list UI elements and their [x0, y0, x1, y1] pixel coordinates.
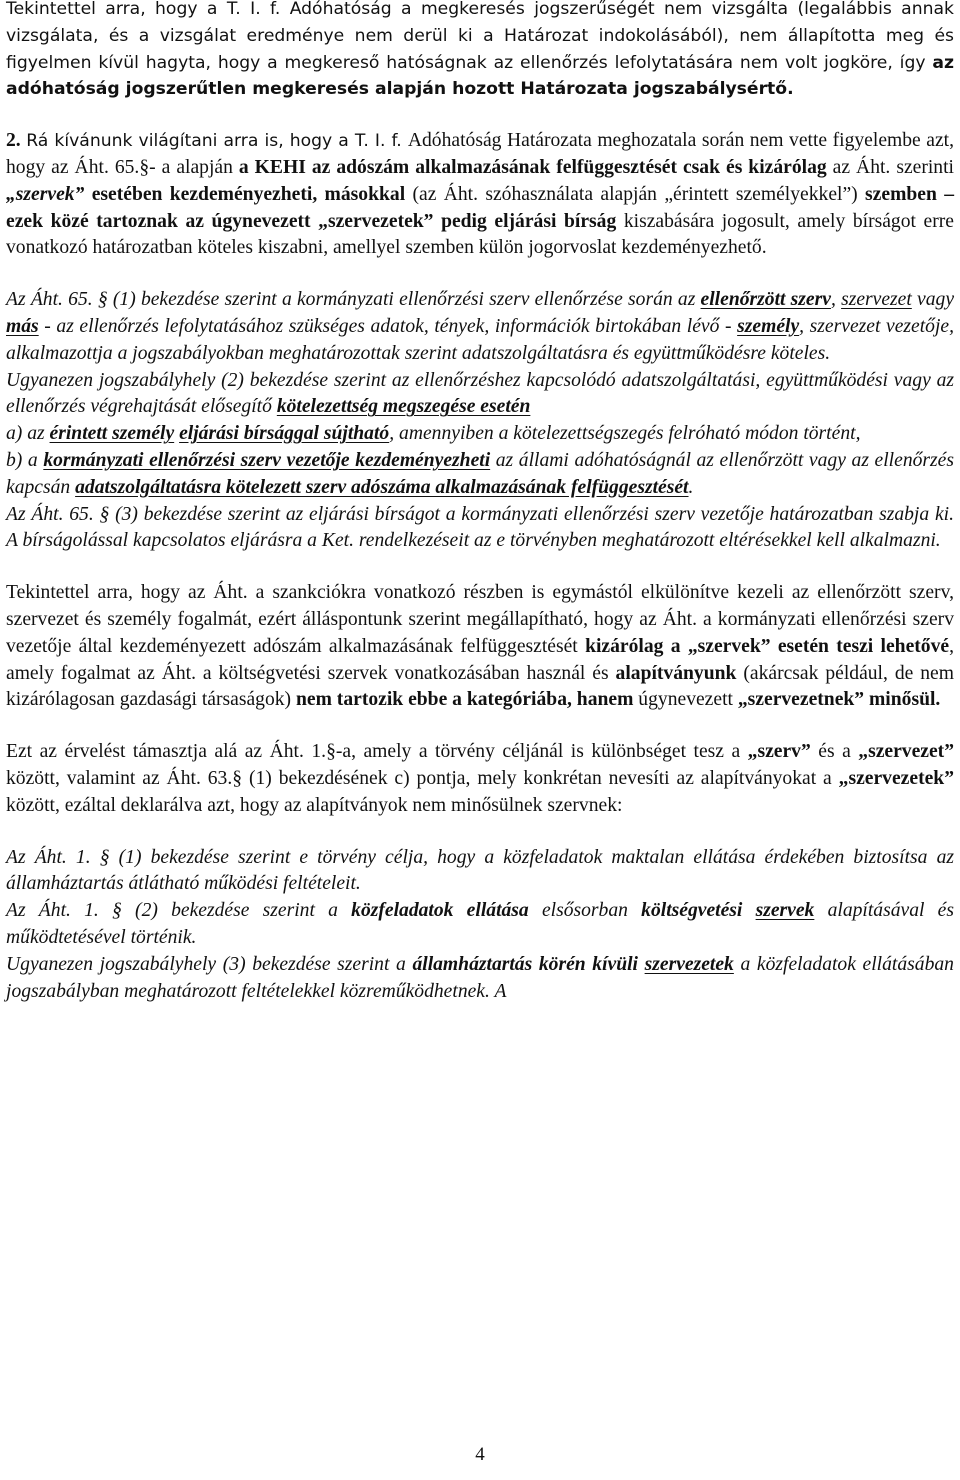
- text-run: érintett személy: [49, 423, 175, 445]
- paragraph: [6, 128, 954, 262]
- text-run: a közfeladatok ellátásában jogszabályban meghatározott feltételekkel közreműködhetnek. A: [6, 953, 954, 1002]
- paragraph: [6, 421, 954, 448]
- text-run: Az Áht. 1. § (1) bekezdése szerint e törvény célja, hogy a közfeladatok maktalan ellátása érdekében biztosítsa az államháztartás átlátható működési feltételeit.: [6, 846, 954, 895]
- body-text: [6, 0, 954, 1005]
- paragraph-gap: [6, 555, 954, 580]
- paragraph-gap: [6, 103, 954, 128]
- text-run: a KEHI az adószám alkalmazásának felfüggesztését csak és kizárólag: [238, 156, 827, 178]
- text-run: Az Áht. 1. § (2) bekezdése szerint a: [6, 900, 352, 922]
- text-run: alapítványunk: [615, 662, 737, 684]
- text-run: államháztartás körén kívüli: [412, 953, 638, 975]
- text-run: , amely fogalmat az Áht. a költségvetési szervek vonatkozásában használ és: [6, 635, 954, 684]
- text-run: nem tartozik ebbe a kategóriába, hanem: [295, 689, 634, 711]
- text-run: .: [688, 476, 694, 498]
- text-run: „szervezetnek” minősül.: [737, 689, 941, 711]
- paragraph: [6, 502, 954, 556]
- paragraph: [6, 580, 954, 714]
- paragraph-gap: [6, 820, 954, 845]
- text-run: Ugyanezen jogszabályhely (3) bekezdése szerint a: [6, 953, 413, 975]
- text-run: adatszolgáltatásra kötelezett szerv adószáma alkalmazásának felfüggesztését: [75, 476, 689, 498]
- text-run: „szerv”: [747, 741, 811, 763]
- text-run: kötelezettség megszegése esetén: [276, 396, 531, 418]
- text-run: személy: [737, 315, 800, 337]
- text-run: Rá kívánunk világítani arra is, hogy a T. I. f.: [26, 131, 408, 152]
- text-run: szemben – ezek közé tartoznak az úgynevezett „szervezetek” pedig eljárási bírság: [6, 183, 955, 232]
- text-run: kizárólag a „szervek” esetén teszi lehetővé: [585, 635, 950, 657]
- paragraph: [6, 448, 954, 502]
- page-number: 4: [475, 1444, 485, 1465]
- text-run: az állami adóhatóságnál az ellenőrzött vagy az ellenőrzés kapcsán: [6, 449, 954, 498]
- text-run: a) az: [6, 423, 50, 445]
- text-run: „szervezetek”: [838, 767, 954, 789]
- text-run: Tekintettel arra, hogy az Áht. a szankciókra vonatkozó részben is egymástól elkülönítve kezeli az ellenőrzött szerv, szervezet és személy fogalmát, ezért álláspontunk szerint megállapítható, hogy az Áht. a kormányzati ellenőrzési szerv vezetője által kezdeményezett adószám alkalmazásának felfüggesztését: [6, 582, 954, 657]
- text-run: között, valamint az Áht. 63.§ (1) bekezdésének c) pontja, mely konkrétan nevesíti az alapítványokat a: [6, 767, 839, 789]
- text-run: Az Áht. 65. § (3) bekezdése szerint az eljárási bírságot a kormányzati ellenőrzési szerv vezetője határozatban szabja ki. A bírságolással kapcsolatos eljárásra a Ket. rendelkezéseit az e törvényben meghatározott eltérésekkel kell alkalmazni.: [6, 503, 954, 552]
- text-run: kormányzati ellenőrzési szerv vezetője kezdeményezheti: [43, 449, 491, 471]
- text-run: az Áht. szerinti: [826, 156, 954, 178]
- paragraph: [6, 845, 954, 899]
- text-run: ellenőrzött szerv: [700, 289, 831, 311]
- text-run: „szervek”: [6, 183, 85, 205]
- text-run: alapításával és működtetésével történik.: [6, 900, 954, 948]
- text-run: elsősorban: [528, 900, 642, 922]
- text-run: b) a: [6, 449, 44, 471]
- text-run: más: [6, 315, 39, 337]
- paragraph: [6, 898, 954, 952]
- text-run: és a: [810, 741, 859, 763]
- text-run: szervezet: [841, 289, 912, 311]
- text-run: eljárási bírsággal sújtható: [179, 423, 390, 445]
- paragraph-gap: [6, 262, 954, 287]
- text-run: „szervezet”: [858, 741, 955, 763]
- text-run: Ugyanezen jogszabályhely (2) bekezdése szerint az ellenőrzéshez kapcsolódó adatszolgáltatási, együttműködési vagy az ellenőrzés végrehajtását elősegítő: [6, 369, 954, 418]
- text-run: Tekintettel arra, hogy a T. I. f.: [6, 0, 290, 19]
- text-run: költségvetési: [641, 900, 756, 922]
- text-run: - az ellenőrzés lefolytatásához szükséges adatok, tények, információk birtokában lévő -: [38, 315, 738, 337]
- text-run: kiszabására jogosult, amely bírságot erre vonatkozó határozatban köteles kiszabni, amellyel szemben külön jogorvoslat kezdeményezhető.: [6, 210, 954, 259]
- text-run: (akárcsak például, de nem kizárólagosan gazdasági társaságok): [6, 662, 954, 711]
- text-run: [638, 954, 645, 975]
- paragraph: [6, 0, 954, 103]
- text-run: esetében kezdeményezheti, másokkal: [84, 183, 406, 205]
- text-run: szervezetek: [644, 953, 734, 975]
- text-run: Adóhatóság a megkeresés jogszerűségét nem vizsgálta (legalábbis annak vizsgálata, és a vizsgálat eredménye nem derül ki a Határozat indokolásából), nem állapította meg és figyelmen kívül hagyta, hogy a megkereső hatóságnak az ellenőrzés lefolytatására nem volt jogköre, így: [6, 0, 954, 73]
- text-run: (az Áht. szóhasználata alapján „érintett személyekkel”): [405, 183, 866, 205]
- text-run: úgynevezett: [633, 689, 738, 711]
- text-run: az adóhatóság jogszerűtlen megkeresés alapján hozott Határozata jogszabálysértő.: [6, 52, 954, 100]
- paragraph: [6, 952, 954, 1006]
- paragraph: [6, 739, 954, 819]
- paragraph-gap: [6, 714, 954, 739]
- text-run: ,: [830, 289, 842, 311]
- text-run: közfeladatok ellátása: [351, 900, 529, 922]
- text-run: között, ezáltal deklarálva azt, hogy az alapítványok nem minősülnek szervnek:: [6, 794, 623, 816]
- text-run: , amennyiben a kötelezettségszegés felróható módon történt,: [389, 423, 861, 445]
- paragraph: [6, 287, 954, 367]
- text-run: Adóhatóság Határozata meghozatala során nem vette figyelembe azt, hogy az Áht. 65.§- a alapján: [6, 130, 955, 178]
- text-run: 2.: [6, 130, 27, 152]
- text-run: vagy: [911, 289, 955, 311]
- paragraph: [6, 368, 954, 422]
- text-run: , szervezet vezetője, alkalmazottja a jogszabályokban meghatározottak szerint adatszolgáltatásra és együttműködésre köteles.: [6, 315, 955, 364]
- text-run: szervek: [755, 900, 815, 922]
- text-run: Az Áht. 65. § (1) bekezdése szerint a kormányzati ellenőrzési szerv ellenőrzése során az: [6, 289, 701, 311]
- text-run: Ezt az érvelést támasztja alá az Áht. 1.§-a, amely a törvény céljánál is különbséget tesz a: [6, 741, 748, 763]
